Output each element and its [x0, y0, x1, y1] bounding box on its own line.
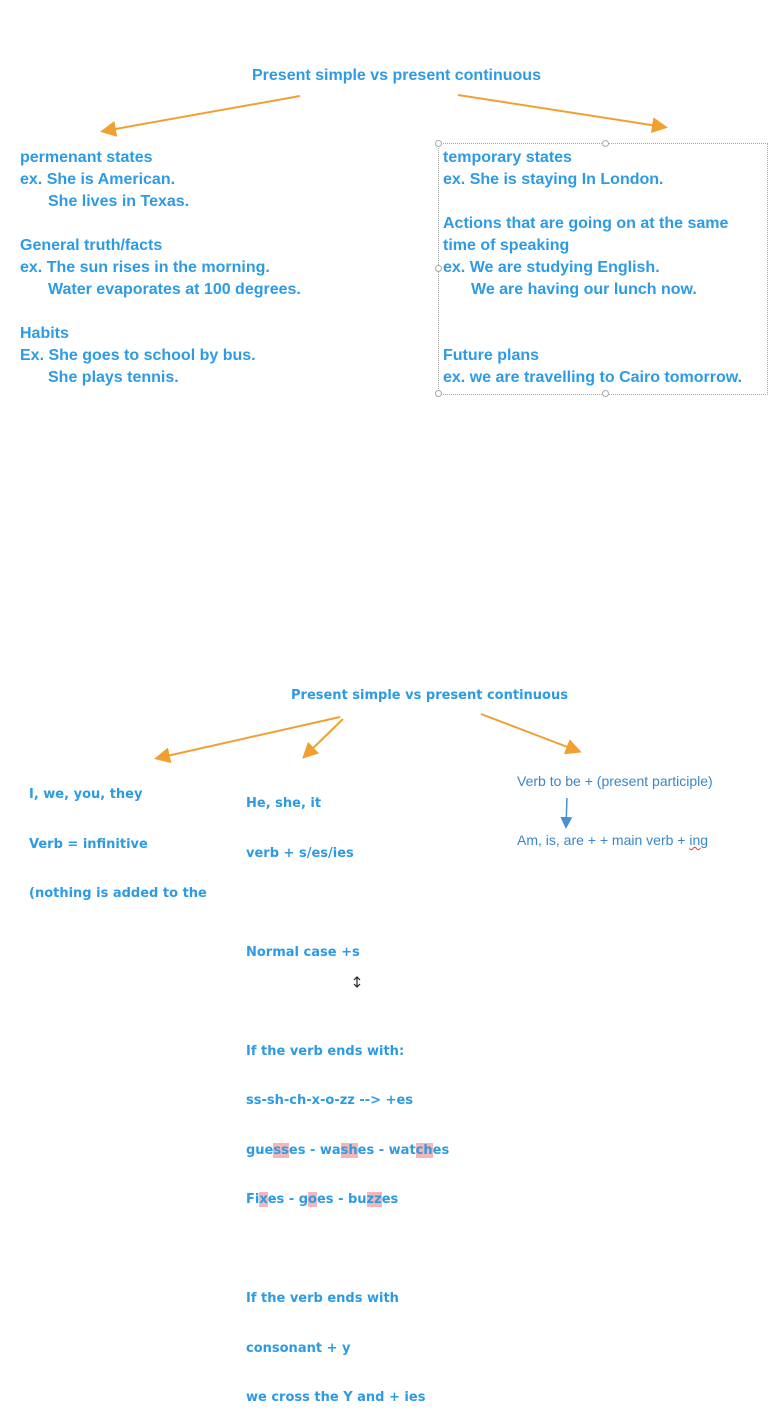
highlighted-letters: zz — [366, 1192, 382, 1207]
right-column-line: temporary states — [443, 149, 572, 166]
selection-handle-bl[interactable] — [435, 390, 442, 397]
col2-bottom — [246, 763, 449, 1423]
example-text: es - bu — [316, 1192, 367, 1207]
example-text: es - g — [267, 1192, 309, 1207]
left-column-line: She lives in Texas. — [48, 193, 190, 210]
col2-gap — [246, 895, 449, 912]
selection-handle-bm[interactable] — [602, 390, 609, 397]
right-column-gap — [443, 323, 742, 345]
col3-line2-main: Am, is, are + + main verb + — [517, 832, 690, 848]
highlighted-letters: o — [308, 1192, 317, 1207]
example-text: es — [432, 1142, 450, 1158]
left-column-gap — [20, 213, 301, 235]
col2-example-1 — [246, 1143, 449, 1160]
right-column-line: Actions that are going on at the same — [443, 215, 729, 232]
selection-handle-tm[interactable] — [602, 140, 609, 147]
col1-line: Verb = infinitive — [29, 836, 148, 852]
col3-line2 — [517, 832, 708, 848]
left-column-line: ex. The sun rises in the morning. — [20, 259, 270, 276]
selection-handle-tl[interactable] — [435, 140, 442, 147]
right-column-gap — [443, 191, 742, 213]
col2-gap — [246, 1242, 449, 1259]
right-column-line: time of speaking — [443, 237, 570, 254]
example-text: es — [381, 1192, 399, 1207]
left-column-line: Habits — [20, 325, 69, 342]
col1-line: I, we, you, they — [29, 787, 143, 802]
col2-line: He, she, it — [246, 796, 322, 811]
col2-line: Normal case +s — [246, 944, 360, 960]
col2-line: If the verb ends with: — [246, 1043, 405, 1059]
left-column-line: Water evaporates at 100 degrees. — [48, 281, 301, 298]
arrow-col3-bottom — [481, 714, 578, 751]
right-column-line: ex. We are studying English. — [443, 259, 660, 276]
right-column-gap — [443, 301, 742, 323]
col3-ing: ing — [689, 832, 709, 848]
highlighted-letters: ch — [415, 1142, 433, 1158]
col2-line: we cross the Y and + ies — [246, 1390, 426, 1405]
left-column-line: She plays tennis. — [48, 369, 179, 386]
right-column-line: ex. She is staying In London. — [443, 171, 664, 188]
example-text: gue — [246, 1142, 274, 1158]
example-text: es - wa — [288, 1142, 341, 1158]
highlighted-letters: sh — [340, 1142, 358, 1158]
col2-example-2 — [246, 1192, 449, 1209]
col2-line: verb + s/es/ies — [246, 845, 354, 861]
col1-line: (nothing is added to the — [29, 886, 207, 901]
title-top: Present simple vs present continuous — [252, 67, 541, 84]
example-text: Fi — [246, 1192, 260, 1207]
right-column-top — [443, 147, 742, 389]
title-bottom: Present simple vs present continuous — [291, 688, 568, 703]
example-text: es - wat — [357, 1142, 416, 1158]
left-column-line: ex. She is American. — [20, 171, 176, 188]
selection-handle-ml[interactable] — [435, 265, 442, 272]
left-column-gap — [20, 301, 301, 323]
left-column-line: Ex. She goes to school by bus. — [20, 347, 256, 364]
col2-line: If the verb ends with — [246, 1291, 399, 1306]
right-column-line: ex. we are travelling to Cairo tomorrow. — [443, 369, 743, 386]
col2-line: consonant + y — [246, 1340, 351, 1356]
right-column-line: Future plans — [443, 347, 540, 364]
right-column-line: We are having our lunch now. — [471, 281, 697, 298]
col1-bottom — [29, 754, 207, 919]
col2-gap — [246, 994, 449, 1011]
arrow-right-top — [458, 95, 664, 127]
arrow-col1-bottom — [158, 717, 340, 758]
left-column-line: General truth/facts — [20, 237, 163, 254]
highlighted-letters: ss — [273, 1142, 289, 1158]
left-column-top — [20, 147, 301, 389]
arrow-left-top — [104, 96, 300, 131]
col3-line1: Verb to be + (present participle) — [517, 773, 713, 789]
arrow-down-blue — [566, 798, 567, 826]
highlighted-letters: x — [259, 1192, 268, 1207]
left-column-line: permenant states — [20, 149, 153, 166]
col2-line: ss-sh-ch-x-o-zz --> +es — [246, 1093, 414, 1108]
